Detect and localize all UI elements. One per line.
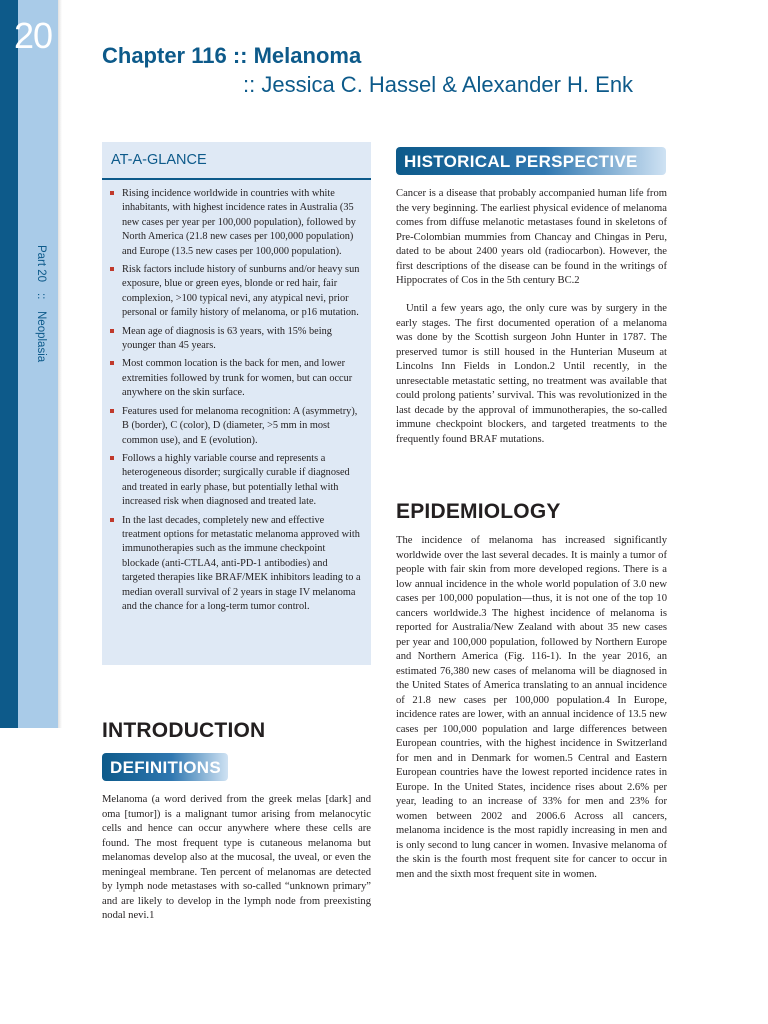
definitions-paragraph: Melanoma (a word derived from the greek melas [dark] and oma [tumor]) is a malignant tumor arising from melanocytic cells and hence can occur anywhere where these cells are found. The most frequent type is cutaneous melanoma but melanomas develop also at the mucosal, the uveal, or even the meningeal membrane. Ten percent of melanomas are detected by lymph node metastases with so-called “unknown primary” and are likely to develop in the lymph node from preexisting nodal nevi.1 [102,794,371,921]
historical-perspective-banner [396,147,666,175]
at-a-glance-list [102,180,371,614]
at-a-glance-title: AT-A-GLANCE [111,152,207,168]
part-side-label [27,245,47,375]
at-a-glance-header [102,142,371,180]
glance-item: Features used for melanoma recognition: A (asymmetry), B (border), C (color), D (diameter, >5 mm in most common use), and E (evolution). [122,405,361,448]
glance-item: In the last decades, completely new and effective treatment options for metastatic melanoma approved with immunotherapies such as the immune checkpoint blockade (anti-CTLA4, anti-PD-1 antibodies) and targeted therapies like BRAF/MEK inhibitors leading to a median overall survival of 2 years in stage IV melanoma and the chance for a long-term tumor control. [122,514,361,615]
part-label: Part 20 [35,245,47,283]
at-a-glance-box [102,142,371,665]
glance-item: Mean age of diagnosis is 63 years, with 15% being younger than 45 years. [122,325,361,354]
epidemiology-paragraph: The incidence of melanoma has increased significantly worldwide over the last several decades. It is mainly a tumor of people with fair skin from more developed regions. There is a low annual incidence in the whole world population of 3.0 new cases per 100,000 population—thus, it is not one of the top 10 cancers worldwide.3 The highest incidence of melanoma is reported for Australia/New Zealand with about 35 new cases per year and 100,000 population, followed by Northern Europe and Northern America (Fig. 116-1). In the year 2016, an estimated 76,380 new cases of melanoma will be diagnosed in the United States of America translating to an annual incidence of 21.8 new cases per 100,000 population.4 In Europe, incidence rates are lower, with an annual incidence of 13.5 new cases per 100,000 population and large differences between European countries, with the highest incidence in Switzerland for men and in Denmark for women.5 Central and Eastern European countries have the lowest reported incidence rates in Europe. In the United States, incidence rises about 2.6% per year, leading to an increase of 33% for men and 23% for women between 2002 and 2006.6 Across all cancers, melanoma incidence is the most rapidly increasing in men and is only second to lung cancer in women. Invasive melanoma of the skin is the fourth most frequent site for cancer to occur in men and the sixth most frequent site in women. [396,535,667,880]
historical-banner-label: HISTORICAL PERSPECTIVE [404,152,638,171]
chapter-title [102,42,633,99]
glance-item: Follows a highly variable course and represents a heterogeneous disorder; surgically curable if diagnosed and treated in early phase, but potentially lethal with increased risk when diagnosed and treated late. [122,452,361,510]
definitions-banner [102,753,228,781]
side-color-strip [0,0,18,728]
historical-paragraph-1: Cancer is a disease that probably accompanied human life from the very beginning. The earliest physical evidence of melanoma comes from diffuse melanotic metastases found in skeletons of Pre-Colombian mummies from Chancay and Chingas in Peru, dated to be about 2400 years old (radiocarbon). However, the first descriptions of the disease can be found in the writings of Hippocrates of Cos in the 5th century BC.2 [396,188,667,286]
glance-item: Rising incidence worldwide in countries with white inhabitants, with highest incidence rates in Australia (35 new cases per year per 100,000 population), followed by North America (21.8 new cases per 100,000 population) and Europe (13.5 new cases per 100,000 population). [122,187,361,259]
part-number: 20 [14,15,53,56]
chapter-authors: :: Jessica C. Hassel & Alexander H. Enk [243,71,634,97]
glance-item: Most common location is the back for men, and lower extremities followed by trunk for women, but can occur anywhere on the skin surface. [122,357,361,400]
introduction-heading: INTRODUCTION [102,719,266,742]
epidemiology-heading: EPIDEMIOLOGY [396,500,561,523]
section-label: Neoplasia [35,310,47,363]
glance-item: Risk factors include history of sunburns and/or heavy sun exposure, blue or green eyes, blonde or red hair, fair complexion, >100 typical nevi, any atypical nevi, prior personal or family history of melanoma, or p16 mutation. [122,263,361,321]
part-separator: :: [35,293,47,300]
definitions-banner-label: DEFINITIONS [110,758,221,777]
historical-paragraph-2: Until a few years ago, the only cure was by surgery in the early stages. The first documented operation of a melanoma was done by the Scottish surgeon John Hunter in 1787. The preserved tumor is still housed in the Hunterian Museum at Lincolns Inn Fields in London.2 Until recently, in the unresectable metastatic setting, no treatment was available that could prolong patients’ survival. This was revolutionized in the last decade by the approval of immunotherapies, the so-called immune checkpoint blockers, and targeted treatments to the frequently found BRAF mutations. [396,303,667,445]
chapter-title-line: Chapter 116 :: Melanoma [102,43,362,68]
